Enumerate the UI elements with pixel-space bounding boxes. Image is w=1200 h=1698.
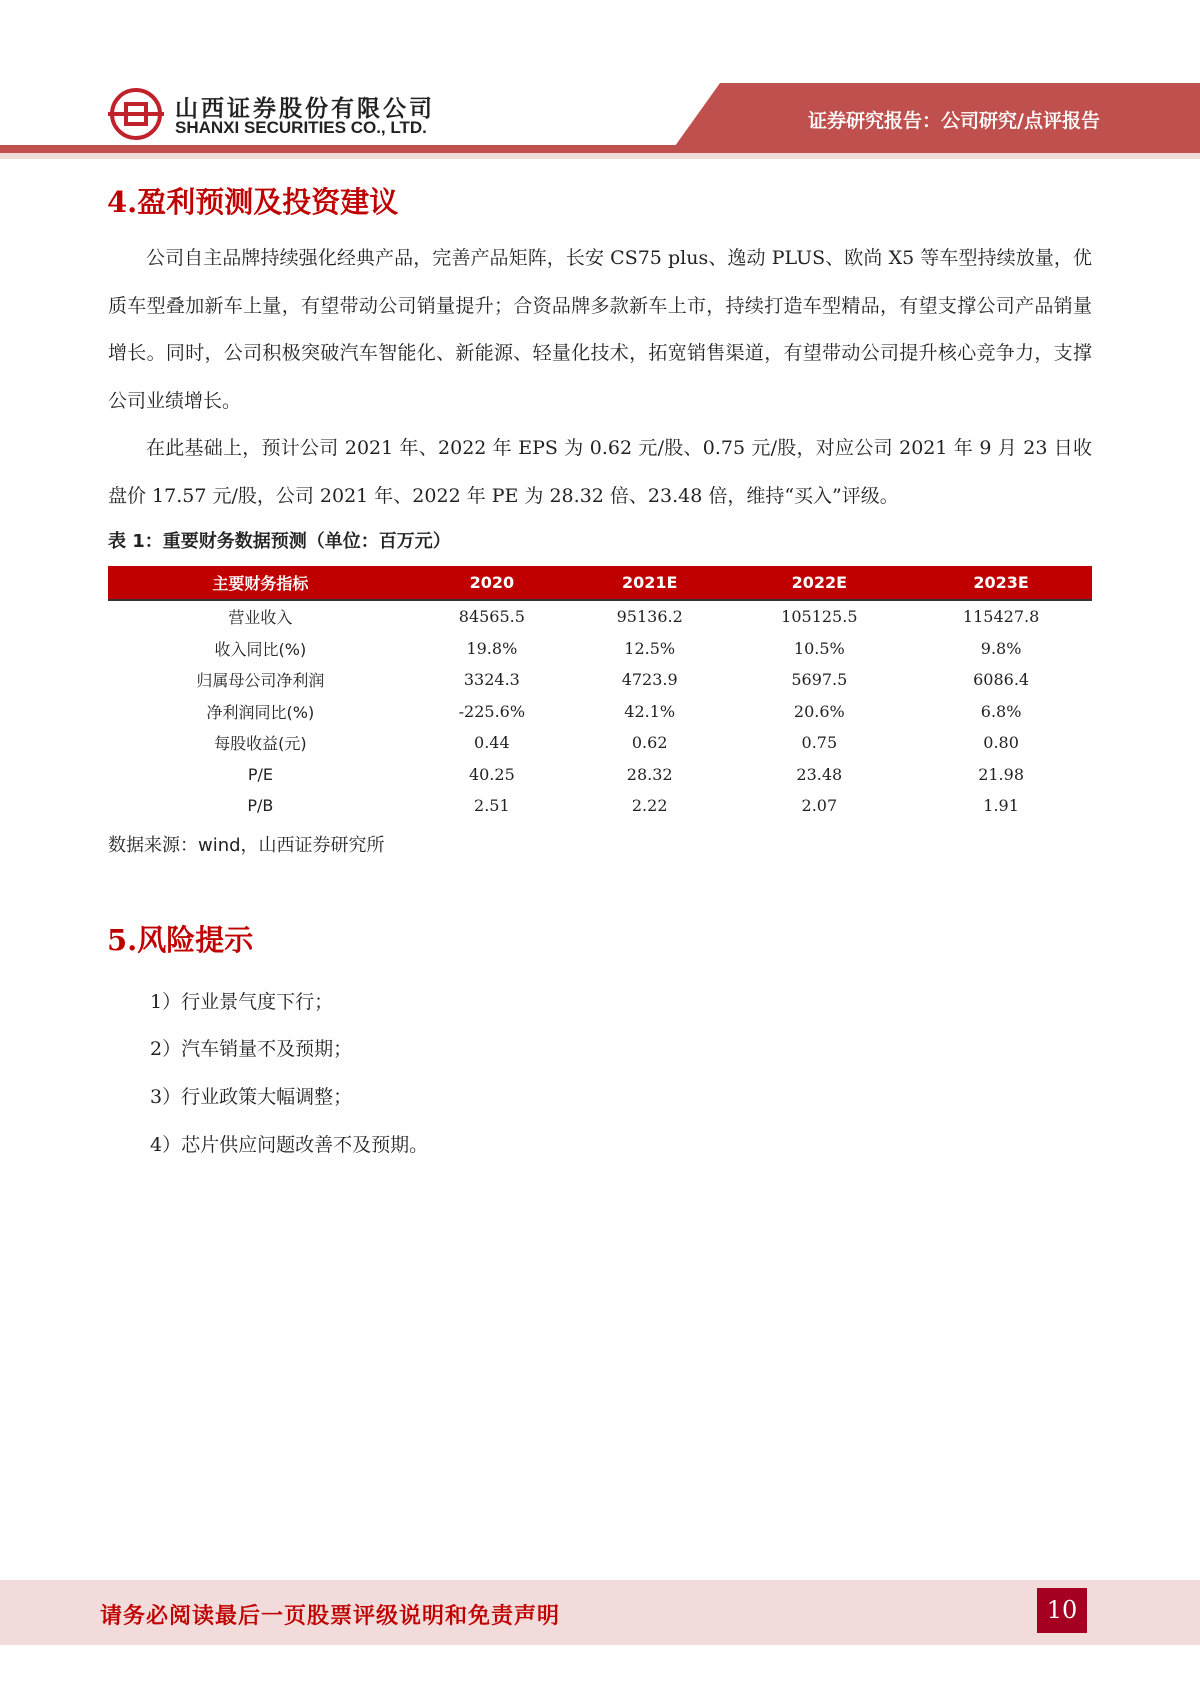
paragraph: 公司自主品牌持续强化经典产品，完善产品矩阵，长安 CS75 plus、逸动 PLUS、欧尚 X5 等车型持续放量，优质车型叠加新车上量，有望带动公司销量提升；合资品牌多款新车上市，持续打造车型精品，有望支撑公司产品销量增长。同时，公司积极突破汽车智能化、新能源、轻量化技术，拓宽销售渠道，有望带动公司提升核心竞争力，支撑公司业绩增长。 bbox=[108, 247, 1092, 412]
header-divider bbox=[0, 145, 1200, 153]
table-cell: 12.5% bbox=[624, 638, 676, 658]
table-cell: 1.91 bbox=[983, 796, 1019, 816]
table-cell: 105125.5 bbox=[781, 607, 858, 627]
table-row bbox=[108, 633, 1092, 665]
column-header: 2021E bbox=[571, 566, 729, 600]
row-label: P/B bbox=[247, 796, 274, 816]
table-cell: 40.25 bbox=[468, 764, 515, 784]
table-caption: 表 1：重要财务数据预测（单位：百万元） bbox=[108, 531, 451, 552]
footer-disclaimer: 请务必阅读最后一页股票评级说明和免责声明 bbox=[100, 1603, 561, 1629]
column-header: 主要财务指标 bbox=[108, 566, 413, 600]
table-cell: 0.75 bbox=[801, 733, 838, 753]
risk-item: 4）芯片供应问题改善不及预期。 bbox=[150, 1134, 429, 1156]
risk-item: 2）汽车销量不及预期； bbox=[150, 1038, 353, 1060]
table-cell: 21.98 bbox=[978, 764, 1024, 784]
table-cell: 28.32 bbox=[626, 764, 673, 784]
table-cell: 0.80 bbox=[983, 733, 1019, 753]
table-cell: 115427.8 bbox=[962, 607, 1040, 627]
report-type: 证券研究报告：公司研究/点评报告 bbox=[808, 110, 1100, 132]
row-label: 归属母公司净利润 bbox=[196, 671, 325, 691]
row-label: 净利润同比(%) bbox=[206, 702, 315, 722]
table-cell: 9.8% bbox=[980, 638, 1022, 658]
table-cell: 2.51 bbox=[474, 796, 510, 816]
table-cell: 10.5% bbox=[793, 638, 845, 658]
paragraph: 在此基础上，预计公司 2021 年、2022 年 EPS 为 0.62 元/股、0.75 元/股，对应公司 2021 年 9 月 23 日收盘价 17.57 元/股，公司 2021 年、2022 年 PE 为 28.32 倍、23.48 倍，维持“买入”评级。 bbox=[108, 437, 1092, 507]
table-cell: 5697.5 bbox=[791, 670, 848, 690]
table-cell: 23.48 bbox=[796, 764, 843, 784]
table-cell: 0.44 bbox=[474, 733, 510, 753]
column-header: 2020 bbox=[413, 566, 571, 600]
table-cell: -225.6% bbox=[458, 701, 526, 721]
table-cell: 2.22 bbox=[631, 796, 668, 816]
header-divider-light bbox=[0, 153, 1200, 159]
column-header: 2023E bbox=[910, 566, 1092, 600]
table-row bbox=[108, 790, 1092, 822]
table-cell: 20.6% bbox=[793, 701, 845, 721]
page-number: 10 bbox=[1037, 1588, 1087, 1633]
table-cell: 6086.4 bbox=[973, 670, 1030, 690]
row-label: 营业收入 bbox=[228, 608, 293, 628]
financial-forecast-table bbox=[108, 566, 1092, 822]
company-name-cn: 山西证券股份有限公司 bbox=[175, 96, 435, 122]
table-row bbox=[108, 664, 1092, 696]
table-cell: 19.8% bbox=[466, 638, 518, 658]
risk-item: 1）行业景气度下行； bbox=[150, 991, 334, 1013]
section-4-title: 4.盈利预测及投资建议 bbox=[107, 185, 399, 219]
table-cell: 6.8% bbox=[980, 701, 1022, 721]
table-row bbox=[108, 727, 1092, 759]
table-cell: 2.07 bbox=[801, 796, 838, 816]
table-cell: 84565.5 bbox=[458, 607, 525, 627]
table-cell: 95136.2 bbox=[616, 607, 683, 627]
table-row bbox=[108, 759, 1092, 791]
table-cell: 0.62 bbox=[631, 733, 668, 753]
row-label: 每股收益(元) bbox=[214, 734, 307, 754]
table-cell: 3324.3 bbox=[463, 670, 520, 690]
table-row bbox=[108, 696, 1092, 728]
row-label: 收入同比(%) bbox=[214, 639, 307, 659]
risk-item: 3）行业政策大幅调整； bbox=[150, 1086, 353, 1108]
company-logo-icon bbox=[110, 88, 162, 140]
table-row bbox=[108, 600, 1092, 633]
table-cell: 4723.9 bbox=[621, 670, 678, 690]
company-name-en: SHANXI SECURITIES CO., LTD. bbox=[175, 118, 427, 137]
section-5-title: 5.风险提示 bbox=[107, 923, 254, 957]
table-header-row bbox=[108, 566, 1092, 600]
column-header: 2022E bbox=[728, 566, 910, 600]
row-label: P/E bbox=[247, 764, 273, 784]
table-source: 数据来源：wind，山西证券研究所 bbox=[108, 835, 385, 856]
table-cell: 42.1% bbox=[624, 701, 676, 721]
